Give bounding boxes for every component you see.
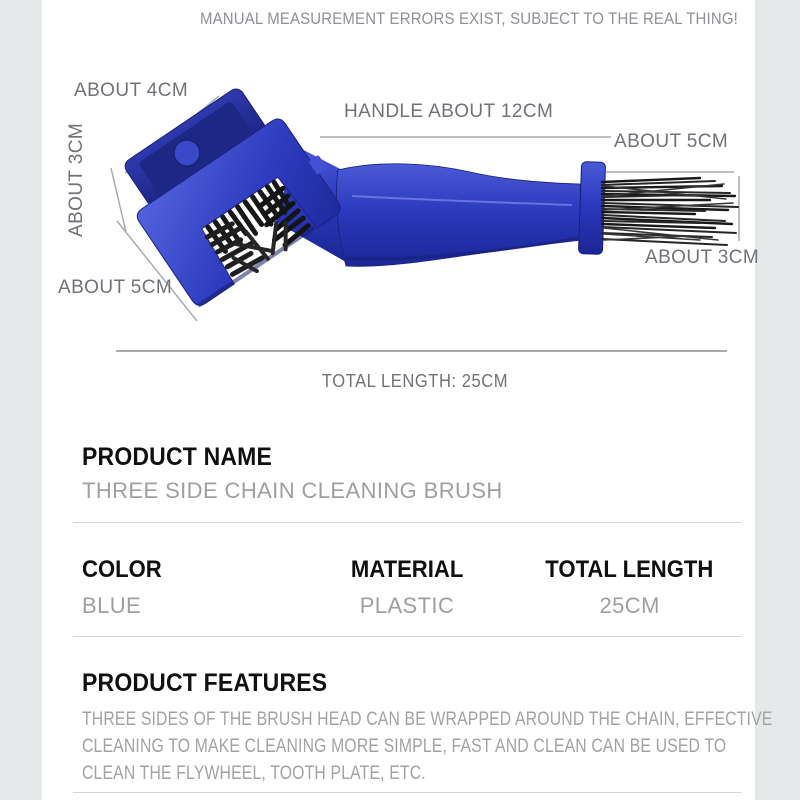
features-line-3: CLEAN THE FLYWHEEL, TOOTH PLATE, ETC. xyxy=(82,763,426,784)
end-bristles xyxy=(602,178,738,245)
spec-material-label: MATERIAL xyxy=(350,556,464,583)
product-features-text xyxy=(82,706,800,787)
spec-color xyxy=(73,556,296,619)
dim-label-end-length: ABOUT 5CM xyxy=(614,131,729,152)
features-line-1: THREE SIDES OF THE BRUSH HEAD CAN BE WRAPPED AROUND THE CHAIN, EFFECTIVE xyxy=(82,709,773,730)
product-name-heading: PRODUCT NAME xyxy=(82,443,273,471)
brush-handle xyxy=(336,164,582,267)
spec-total-length-label: TOTAL LENGTH xyxy=(545,556,714,583)
dim-label-total-length: TOTAL LENGTH: 25CM xyxy=(321,371,509,391)
spec-total-length-value: 25CM xyxy=(599,593,660,618)
spec-table xyxy=(73,556,741,619)
disclaimer-banner: MANUAL MEASUREMENT ERRORS EXIST, SUBJECT TO THE REAL THING! xyxy=(200,9,739,28)
end-ferrule xyxy=(578,162,605,255)
divider xyxy=(73,522,741,523)
dim-label-head-depth: ABOUT 3CM xyxy=(66,122,87,237)
product-name-value: THREE SIDE CHAIN CLEANING BRUSH xyxy=(82,478,503,503)
spec-material xyxy=(296,556,519,619)
spec-material-value: PLASTIC xyxy=(359,593,455,618)
divider xyxy=(73,636,741,637)
features-line-2: CLEANING TO MAKE CLEANING MORE SIMPLE, FAST AND CLEAN CAN BE USED TO xyxy=(82,736,727,757)
spec-total-length xyxy=(518,556,741,619)
brush-head xyxy=(107,70,353,310)
dim-label-handle: HANDLE ABOUT 12CM xyxy=(344,101,554,122)
dim-label-end-height: ABOUT 3CM xyxy=(645,247,760,268)
dim-label-head-width: ABOUT 4CM xyxy=(74,80,189,101)
spec-color-label: COLOR xyxy=(82,556,162,583)
divider xyxy=(73,792,741,793)
product-features-heading: PRODUCT FEATURES xyxy=(82,669,328,697)
spec-color-value: BLUE xyxy=(82,593,142,618)
dim-label-head-opening: ABOUT 5CM xyxy=(58,277,173,298)
